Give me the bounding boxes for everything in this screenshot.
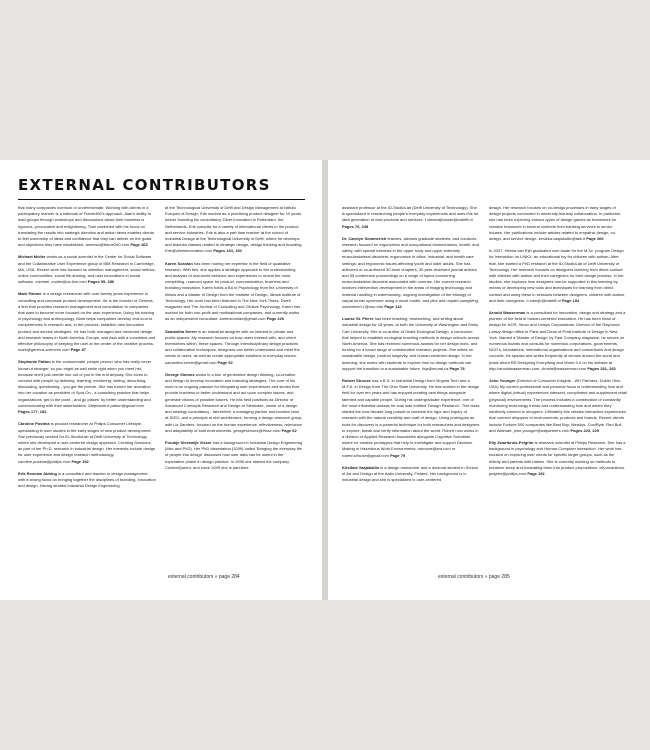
page-reference: Page 92 xyxy=(217,359,233,365)
contributor-entry xyxy=(342,378,480,459)
contributor-bio: is a consultant for innovation, design and strategy and a pioneer of the field of human-centered innovation. He has been head of design for NCR, Xerox and Unisys Corporations; Director of the Raymond Loewy design office in Paris and Dean of Pratt Institute of Design in New York. Named a 'Master of Design' by Fast Company magazine, he serves on numerous boards and consults for numerous corporations, governments, NGO's, foundations, international organizations and consortiums and design councils. He speaks and writes frequently at venues around the world and posts about RE:Designing Everything and World 3.0 on his website at http://arnoldwasserman.com. xyxy=(489,310,626,371)
contributor-entry xyxy=(489,205,627,242)
contributor-bio: is research scientist at Philips Research. She has a background in psychology and Human-Computer Interaction. Her work has focused on exploring user needs for specific target groups, such as the elderly and parents with babies. She is currently working on methods to enhance sleep and translating them into product propositions. xyxy=(489,439,626,470)
contributor-name: Samantha Serrer xyxy=(165,328,198,334)
contributor-entry xyxy=(18,254,156,285)
contributor-email: rstrouse@ara.com or robert.strouse@gmail.com xyxy=(342,446,456,458)
contributor-bio: is product researcher at Philips Consumer Lifestyle, specializing in user studies in the early stages of new product development. She previously worked for ID-StudioLab at Delft University of Technology, where she developed a user-centered design approach, Creating Sessions, as part of her Ph.D. research in industrial design. Her interests include design for user experience and design research methodology. xyxy=(18,421,156,458)
contributor-entry xyxy=(165,261,303,323)
contributor-entry xyxy=(18,471,156,490)
contributor-entry xyxy=(165,205,303,255)
page-reference: Page 263 xyxy=(130,242,148,248)
contributor-name: Robert Strouse xyxy=(342,378,371,384)
page-title: EXTERNAL CONTRIBUTORS xyxy=(18,176,271,194)
page-reference: Page 192 xyxy=(527,470,545,476)
contributor-email: michael_muller@us.ibm.com xyxy=(35,279,87,285)
text-column-2 xyxy=(165,205,303,557)
page-reference: Page 184 xyxy=(561,297,580,303)
contributor-bio-continued: assistant professor at the ID-StudioLab (Delft University of Technology). She is specialized in researching people's everyday experiences and uses this for idea generation of new products and services. xyxy=(342,205,479,223)
contributor-bio: is a design researcher and a doctoral student in School of Art and Design at the Aalto University, Finland. Her background is in industrial design and she is specialized in user-centered xyxy=(342,464,478,483)
page-reference: Pages 144, 194 xyxy=(213,248,242,254)
contributor-name: Dr. Carolyn Sommerich xyxy=(342,235,387,241)
contributor-bio: is a design researcher with over twenty years experience in consulting and corporate product development. He is the founder of Geneva, a firm that provides research management and consultation to companies that want to become more focused on the user experience. Using his training in psychology and anthropology, Mark helps companies develop end-to-end competencies in research and, in the process, establish new innovative product and service strategies. He has built, managed and mentored design and research teams in North America, Europe, and Asia with a consistent and effective philosophy of keeping the user at the center of the creative process. xyxy=(18,291,156,347)
contributor-entry xyxy=(342,205,480,230)
footer-right: external contributors » page 285 xyxy=(438,574,510,580)
contributor-name: George Simons xyxy=(165,371,195,377)
contributor-name: Louise St. Pierre xyxy=(342,316,374,322)
contributor-email: samantha.serrer@gmail.com xyxy=(165,359,217,365)
contributor-email: karenscanlan@gmail.com xyxy=(219,316,266,322)
contributor-name: Elly Zwartkruis-Pelgrim xyxy=(489,439,534,445)
contributor-entry xyxy=(18,421,156,464)
page-reference: Page 266 xyxy=(586,236,604,242)
contributor-email: caroline.postma@philips.com xyxy=(18,458,71,464)
page-reference: Page 78 xyxy=(449,365,465,371)
contributor-bio: is the consummate 'people person' who has really never known a stranger, so you might as well smile right when you meet her, because she'll just needle one out of you in the end anyway. She loves to connect with people by listening, learning, mentoring, writing, describing, discussing, questioning…you get the picture. She has turned her avocation into her vocation as president of Spot-On - a consulting practice that helps organizations 'get to the point…and go places' by better understanding and communicating with their stakeholders. xyxy=(18,359,152,408)
page-reference: Pages 177, 182 xyxy=(18,409,47,415)
page-reference: Page 87 xyxy=(70,347,86,353)
contributor-name: Caroline Postma xyxy=(18,421,50,427)
contributor-email: f.sleeswijkvisser@tudelft.nl xyxy=(424,217,473,223)
contributor-bio: works as a social scientist in the Center for Social Software and the Collaborative User Experience group of IBM Research in Cambridge, MA, USA. Recent work has focused on attention management, social metrics, online communities, social file-sharing, and user innovations in social software. xyxy=(18,254,156,285)
page-reference: Pages 76, 248 xyxy=(342,223,369,229)
contributor-entry xyxy=(165,440,303,471)
page-reference: Page 226 xyxy=(266,316,285,322)
contributor-bio: (Director of Consumer Insights - WD Partners, Dublin Ohio USA) My current professional and personal focus is understanding how and where digital (virtual) experiences intersect, compliment and supplement retail (physical) environments. The process includes a combination of constantly monitoring technology trends and understanding how and where they intuitively connect to shoppers. Ultimately this creates interactive experiences that connect shoppers to environments, products and brands. Recent clients include Fortune 500 companies like Best Buy, Wendys, CoolRyte, Red Bull and Walmart. xyxy=(489,378,627,433)
contributor-entry xyxy=(489,378,627,434)
contributor-email: john.younger@wdpartners.com xyxy=(513,427,570,433)
contributor-bio: has a background in Industrial Design Engineering (Msc and PhD). Her PhD dissertation (2009) called 'Bringing the everyday life of people into design' discusses how user data can be useful in the explorative phase in design practice. In 2006 she started the company ContextQueen, and since 2009 she is part-time xyxy=(165,439,303,470)
contributor-entry xyxy=(489,440,627,477)
contributor-name: Froukje Sleeswijk Visser xyxy=(165,439,212,445)
contributor-name: Karen Scanlan xyxy=(165,260,193,266)
contributor-name: Stephanie Patton xyxy=(18,359,51,365)
page-reference: Pages 281, 282 xyxy=(587,365,616,371)
contributor-entry xyxy=(342,465,480,484)
contributor-email: Erik@zilverinnovation.com xyxy=(165,248,213,254)
contributor-entry xyxy=(489,310,627,372)
contributor-bio: has a B.S. in Industrial Design from Virginia Tech and a M.F.A. in Design from The Ohio State University. He has worked in the design field for over ten years and has enjoyed creating new things alongside talented and capable people. During his undergraduate experience, one of the most influential classes he took was entitled 'Design Research'. This class started the now decade long pursuit to combine the rigor and inquiry of research with the natural creativity and craft of design. Using prototypes as tools for discovery is a powerful technique for both researchers and designers to explore, tweak and verify information about the world. Robert now works in a division of Applied Research Associates alongside Cognitive Scientists where he creates prototypes that help to investigate and support Decision Making in Hazardous Work Environments. xyxy=(342,378,480,452)
contributor-email: amessa@frame360.com xyxy=(85,242,130,248)
contributor-bio-continued: design. Her research focuses on co-design processes in early stages of design projects conducted in university-industry collaboration. In particular, she has been exploring various types of design games as framework for creative teamwork in several contexts from banking services to senior houses. Her publications include articles related to empathic design, co-design, and service design. xyxy=(489,205,621,242)
contributor-entry xyxy=(489,248,627,304)
page-reference: Page 79 xyxy=(390,452,406,458)
contributor-bio: is a consultant and teacher in design management, with a strong focus on bringing together the disciplines of branding, innovation and design. Having studied Industrial Design Engineering xyxy=(18,470,156,489)
text-column-4 xyxy=(489,205,627,557)
contributor-email: Arnold@wasserman.com xyxy=(541,365,587,371)
contributor-email: elly.zwartkruis-pelgrim@philips.com xyxy=(489,464,626,476)
contributor-email: kirsikka.vaajakallio@taik.fi xyxy=(538,236,586,242)
contributor-entry xyxy=(165,372,303,434)
title-rule xyxy=(18,199,305,200)
contributor-bio: In 2007, Helma van Rijn graduated cum laude for the M.Sc. program Design for Interaction on LINKX, an educational toy for children with autism. After that, she started a PhD research at the ID-StudioLab of Delft University of Technology. Her research focuses on designers learning from direct contact with children with autism and their caregivers for their design process. In her studies, she explores how designers can be supported in this learning by means of developing new tools and techniques for learning from direct contact and using these in sessions between designers, children with autism, and their caregivers. xyxy=(489,248,626,303)
contributor-entry xyxy=(18,291,156,353)
text-column-3 xyxy=(342,205,480,557)
footer-left: external contributors » page 284 xyxy=(168,574,240,580)
page-reference: Page 62 xyxy=(281,427,297,433)
contributor-entry xyxy=(18,205,156,248)
page-reference: Pages 223, 229 xyxy=(570,427,600,433)
contributor-name: Mark Palmer xyxy=(18,291,42,297)
contributor-entry xyxy=(165,329,303,366)
contributor-bio-continued: that many companies overlook or underestimate. Working with clients in a participatory manner is a hallmark of Frame360's approach. Alan's ability to lead groups through workshops and discussions about their business is rigorous, provocative and enlightening. That combined with his focus on translating the results into strategic direction and action items enables clients to feel ownership of ideas and confidence that they can deliver on the goals and objectives they have established. xyxy=(18,205,154,248)
contributor-name: Michael Muller xyxy=(18,254,46,260)
contributor-email: mark@geneva-sciences.com xyxy=(18,347,70,353)
contributor-bio-continued: at the Technological University of Delft and Design Management at Istituto Europeo di Design, Erik worked as a practicing product designer for 10 years before founding his consultancy Zilver Innovation in Rotterdam, the Netherlands. Erik consults for a variety of international clients in the product and service industries. Erik is also a part time teacher at the school of Industrial Design at the Technological University of Delft, where he develops and teaches classes related to strategic design, design thinking and branding. xyxy=(165,205,303,248)
page-reference: Page 192 xyxy=(71,458,89,464)
contributor-name: John Younger xyxy=(489,378,516,384)
contributor-entry xyxy=(342,236,480,310)
contributor-name: Arnold Wasserman xyxy=(489,310,526,316)
contributor-bio: works in a blur of generative design thinking, co-creation and design to develop innovation and branding strategies. The core of his work is an ongoing passion for integrating user experiences and stories that provide business to better understand and act upon complex issues, and generate visions of possible futures. He has held positions as Director of Advanced Concepts Research and Design at Steelcase, owner of a design and strategy consultancy - fahrenheit, a managing partner and location lead at IDEO, and a principal at ebb architecture, forming a design research group, with Liz Sanders, focused on the human experience, effectiveness, relevance and adaptability of built environments. xyxy=(165,371,303,433)
contributor-email: h.vanrijn@tudelft.nl xyxy=(526,297,561,303)
contributor-bio: has been teaching, researching, and writing about industrial design for 18 years, at both the University of Washington and Emily Carr University. She is co-author of Okala Ecological Design, a curriculum that helped to establish ecological teaching methods in design schools across North America. She has received numerous awards for her design work, and funding for a broad range of collaborative research projects. She writes on sustainable design, product longevity, and human-centered design. In her teaching, she works with students to explore how co-design methods can support the transition to a sustainable future. xyxy=(342,316,480,371)
text-column-1 xyxy=(18,205,156,557)
page-reference: Page 142 xyxy=(384,304,402,310)
contributor-name: Kirsikka Vaajakallio xyxy=(342,464,380,470)
contributor-email: Stephanie.e.patton@gmail.com xyxy=(88,402,144,408)
contributor-bio: teaches, advises graduate students, and conducts research focused on ergonomics and occupational biomechanics, health, and safety, with special interests in the upper body and upper extremity musculoskeletal disorders; ergonomics in office, industrial, and health care settings; and ergonomic issues affecting youth and older adults. She has authored or co-authored 30 book chapters, 30 peer-reviewed journal articles and 55 conference proceedings on a range of topics concerning musculoskeletal disorders associated with overuse. Her current research involves intervention development in the areas of imaging technology and material handling in warehousing, ongoing investigation of the etiology of carpal tunnel syndrome using a novel model, and pilot and unpaid caregiving. xyxy=(342,235,479,303)
page-reference: Pages 95, 286 xyxy=(87,279,115,285)
contributor-email: georgesimons@frissc.com xyxy=(233,427,281,433)
contributor-email: sommerich.1@osu.edu xyxy=(342,304,384,310)
contributor-entry xyxy=(18,359,156,415)
contributor-entry xyxy=(342,316,480,372)
contributor-bio: is an industrial designer with an interest in private and public spaces. My research focuses on how users interact with, and orient themselves within, these spaces. Through interdisciplinary design practices and collaborative techniques, designers can better understand and meet the needs of users, as well as create appropriate solutions to everyday issues. xyxy=(165,328,300,359)
contributor-name: Erik Roscam Abbing xyxy=(18,470,57,476)
contributor-bio: has been honing her expertise in the field of qualitative research. With this, she applies a strategic approach to the understanding and analysis of real-world behavior and experiences to reveal the most compelling, nuanced space for product, communication, business and branding innovation. Karen holds a BA in Psychology from the University of Illinois and a Master of Design from the Institute of Design, Illinois Institute of Technology. Her work has been featured in The New York Times, Dwell magazine and The Journal of Consulting and Clinical Psychology. Karen has worked for both non-profit and multinational companies, and currently works as an independent consultant. xyxy=(165,260,301,322)
contributor-email: lisp@ecuad.ca xyxy=(422,365,449,371)
